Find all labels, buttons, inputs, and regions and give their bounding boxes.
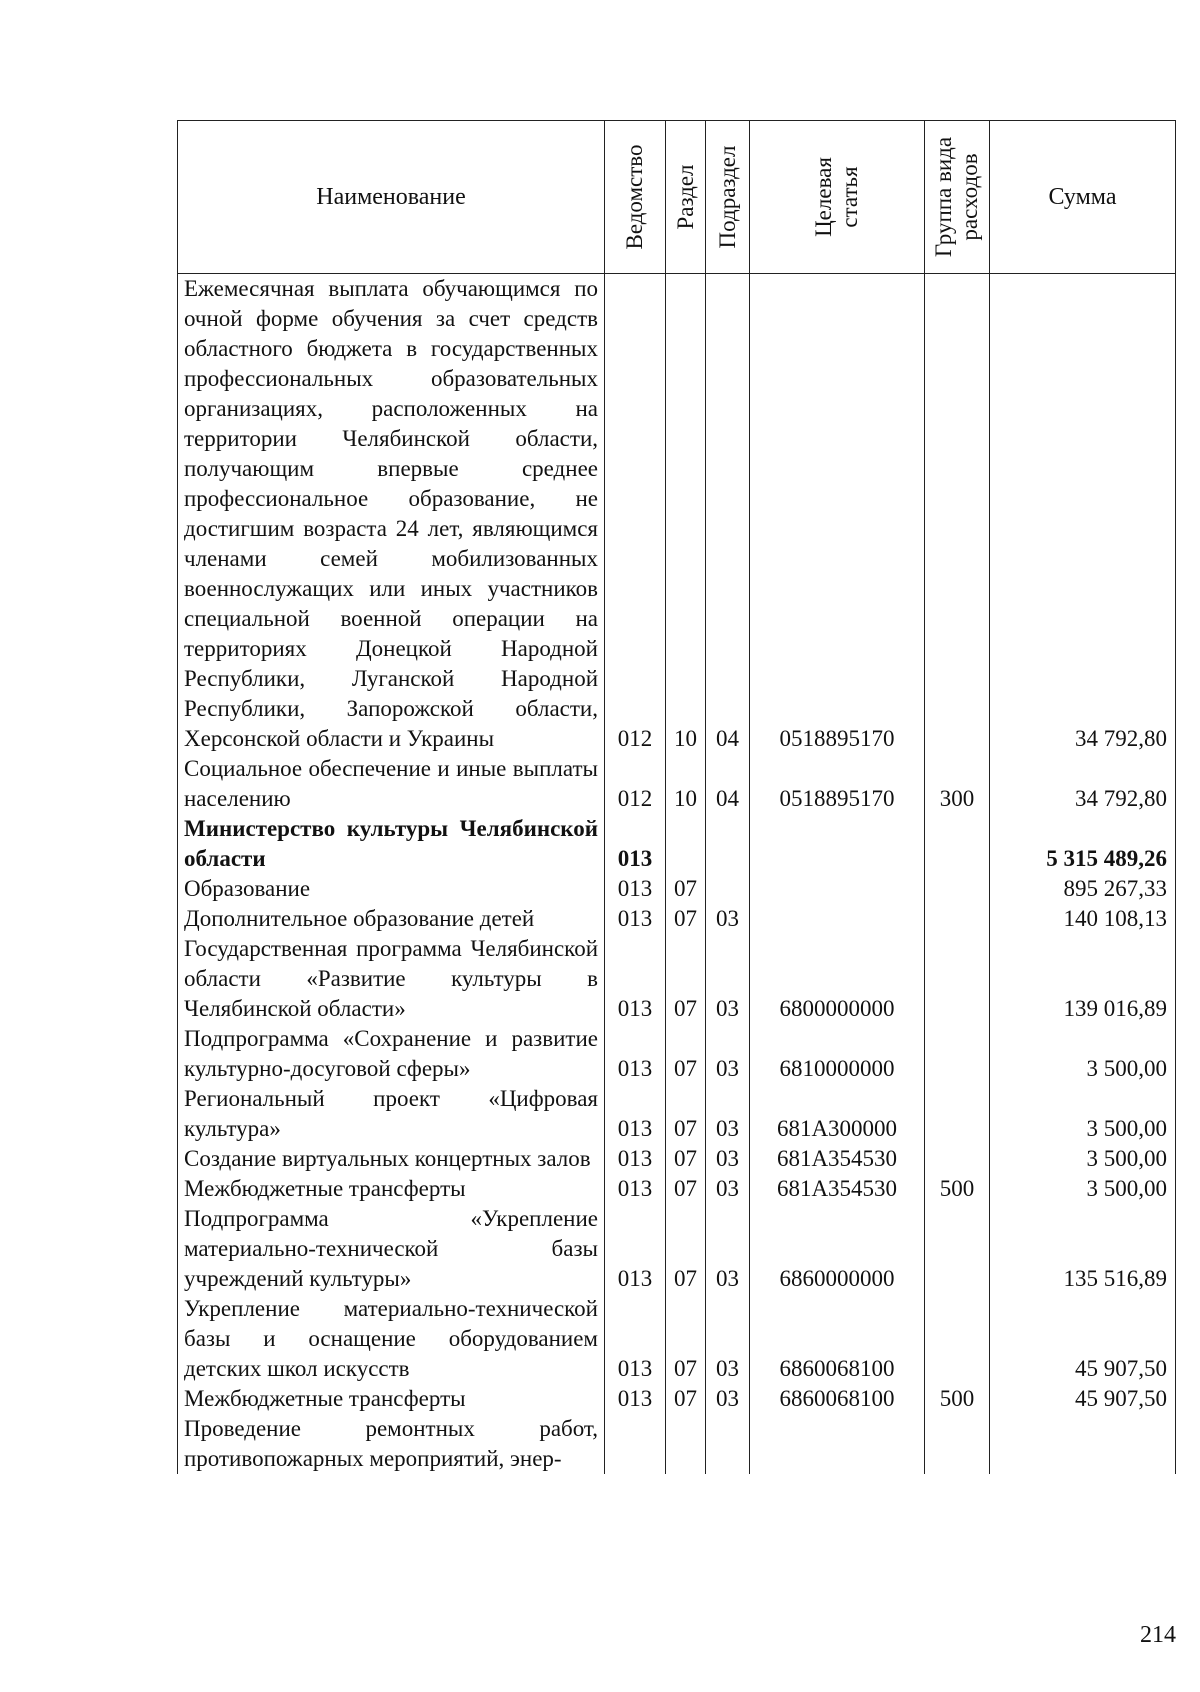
row-vedomstvo: 013 [605,874,666,904]
row-summa: 3 500,00 [990,1084,1176,1144]
row-razdel: 07 [666,904,706,934]
header-gruppa-line2: расходов [957,153,982,241]
row-razdel [666,1414,706,1474]
row-razdel: 07 [666,934,706,1024]
row-summa: 139 016,89 [990,934,1176,1024]
row-razdel: 07 [666,1174,706,1204]
header-razdel: Раздел [672,164,698,230]
row-podrazdel [706,814,750,874]
row-vedomstvo [605,1414,666,1474]
row-name: Подпрограмма «Сохранение и развитие культурно-досуговой сферы» [178,1024,605,1084]
row-gruppa: 500 [925,1174,990,1204]
row-celevaya: 0518895170 [750,754,925,814]
row-gruppa [925,274,990,755]
row-celevaya: 681A354530 [750,1174,925,1204]
row-razdel: 07 [666,1024,706,1084]
row-celevaya: 6860068100 [750,1384,925,1414]
row-vedomstvo: 012 [605,754,666,814]
row-podrazdel [706,1414,750,1474]
row-celevaya: 6860000000 [750,1204,925,1294]
row-name: Ежемесячная выплата обучающимся по очной форме обучения за счет средств областного бюджета в государственных профессиональных образовательных организациях, расположенных на территории Челябинской области, получающим впервые среднее профессиональное образование, не достигшим возраста 24 лет, являющимся членами семей мобилизованных военнослужащих или иных участников специальной военной операции на территориях Донецкой Народной Республики, Луганской Народной Республики, Запорожской области, Херсонской области и Украины [178,274,605,755]
table-row [178,274,1176,755]
header-gruppa [931,137,983,257]
row-gruppa [925,934,990,1024]
table-row [178,934,1176,1024]
row-podrazdel: 03 [706,1384,750,1414]
row-name: Проведение ремонтных работ, противопожарных мероприятий, энер- [178,1414,605,1474]
header-celevaya-line1: Целевая [811,157,836,237]
table-row [178,1174,1176,1204]
row-celevaya: 0518895170 [750,274,925,755]
row-summa [990,1414,1176,1474]
table-row [178,904,1176,934]
table-header-row [178,121,1176,274]
row-name: Создание виртуальных концертных залов [178,1144,605,1174]
header-celevaya-cell [750,121,925,274]
row-name: Подпрограмма «Укрепление материально-технической базы учреждений культуры» [178,1204,605,1294]
table-row [178,1024,1176,1084]
row-podrazdel: 03 [706,1144,750,1174]
table-row [178,874,1176,904]
row-vedomstvo: 013 [605,1294,666,1384]
row-celevaya: 6860068100 [750,1294,925,1384]
row-podrazdel: 03 [706,1024,750,1084]
table-row [178,1294,1176,1384]
row-summa: 140 108,13 [990,904,1176,934]
row-vedomstvo: 013 [605,814,666,874]
table-body [178,274,1176,1475]
header-gruppa-cell [925,121,990,274]
table-row [178,1414,1176,1474]
row-vedomstvo: 013 [605,1024,666,1084]
header-vedomstvo: Ведомство [622,144,647,250]
header-podrazdel-cell [706,121,750,274]
table-row [178,1084,1176,1144]
row-gruppa [925,1294,990,1384]
table-row [178,814,1176,874]
row-podrazdel: 03 [706,1084,750,1144]
row-razdel: 07 [666,1144,706,1174]
row-vedomstvo: 013 [605,1144,666,1174]
row-gruppa [925,874,990,904]
page-number: 214 [1140,1622,1176,1648]
row-gruppa: 300 [925,754,990,814]
row-celevaya: 6800000000 [750,934,925,1024]
row-name: Укрепление материально-технической базы и оснащение оборудованием детских школ искусств [178,1294,605,1384]
row-summa: 34 792,80 [990,274,1176,755]
row-celevaya: 681A300000 [750,1084,925,1144]
row-summa: 895 267,33 [990,874,1176,904]
row-vedomstvo: 013 [605,1084,666,1144]
row-vedomstvo: 013 [605,1384,666,1414]
row-gruppa: 500 [925,1384,990,1414]
row-summa: 3 500,00 [990,1024,1176,1084]
row-vedomstvo: 012 [605,274,666,755]
header-vedomstvo-cell [605,121,666,274]
header-name: Наименование [178,121,605,274]
table-row [178,1384,1176,1414]
header-razdel-cell [666,121,706,274]
row-summa: 45 907,50 [990,1384,1176,1414]
row-razdel: 07 [666,1384,706,1414]
row-podrazdel: 03 [706,904,750,934]
row-vedomstvo: 013 [605,904,666,934]
header-celevaya-line2: статья [837,166,862,228]
budget-table [177,120,1176,1474]
row-podrazdel: 03 [706,1174,750,1204]
row-gruppa [925,1024,990,1084]
row-podrazdel [706,874,750,904]
row-name: Социальное обеспечение и иные выплаты населению [178,754,605,814]
budget-table-container [177,120,1176,1474]
row-podrazdel: 04 [706,274,750,755]
row-name: Дополнительное образование детей [178,904,605,934]
row-name: Образование [178,874,605,904]
row-gruppa [925,814,990,874]
row-name: Межбюджетные трансферты [178,1174,605,1204]
table-row [178,754,1176,814]
row-gruppa [925,1414,990,1474]
row-vedomstvo: 013 [605,1174,666,1204]
row-gruppa [925,904,990,934]
row-razdel: 07 [666,1204,706,1294]
header-celevaya [811,157,863,237]
header-gruppa-line1: Группа вида [931,136,956,258]
row-summa: 135 516,89 [990,1204,1176,1294]
table-row [178,1204,1176,1294]
row-gruppa [925,1204,990,1294]
row-razdel: 07 [666,1294,706,1384]
row-podrazdel: 03 [706,1294,750,1384]
row-celevaya [750,1414,925,1474]
row-vedomstvo: 013 [605,934,666,1024]
row-summa: 5 315 489,26 [990,814,1176,874]
row-summa: 3 500,00 [990,1174,1176,1204]
row-razdel: 10 [666,754,706,814]
row-name: Министерство культуры Челябинской области [178,814,605,874]
row-celevaya [750,874,925,904]
row-vedomstvo: 013 [605,1204,666,1294]
table-row [178,1144,1176,1174]
row-summa: 34 792,80 [990,754,1176,814]
row-celevaya: 681A354530 [750,1144,925,1174]
header-summa: Сумма [990,121,1176,274]
row-podrazdel: 03 [706,934,750,1024]
row-razdel: 07 [666,874,706,904]
row-summa: 45 907,50 [990,1294,1176,1384]
row-razdel: 10 [666,274,706,755]
row-razdel [666,814,706,874]
row-name: Межбюджетные трансферты [178,1384,605,1414]
row-razdel: 07 [666,1084,706,1144]
row-podrazdel: 04 [706,754,750,814]
row-celevaya [750,904,925,934]
row-gruppa [925,1144,990,1174]
row-gruppa [925,1084,990,1144]
row-summa: 3 500,00 [990,1144,1176,1174]
row-name: Государственная программа Челябинской области «Развитие культуры в Челябинской области» [178,934,605,1024]
row-celevaya [750,814,925,874]
header-podrazdel: Подраздел [714,145,740,249]
row-celevaya: 6810000000 [750,1024,925,1084]
row-podrazdel: 03 [706,1204,750,1294]
row-name: Региональный проект «Цифровая культура» [178,1084,605,1144]
